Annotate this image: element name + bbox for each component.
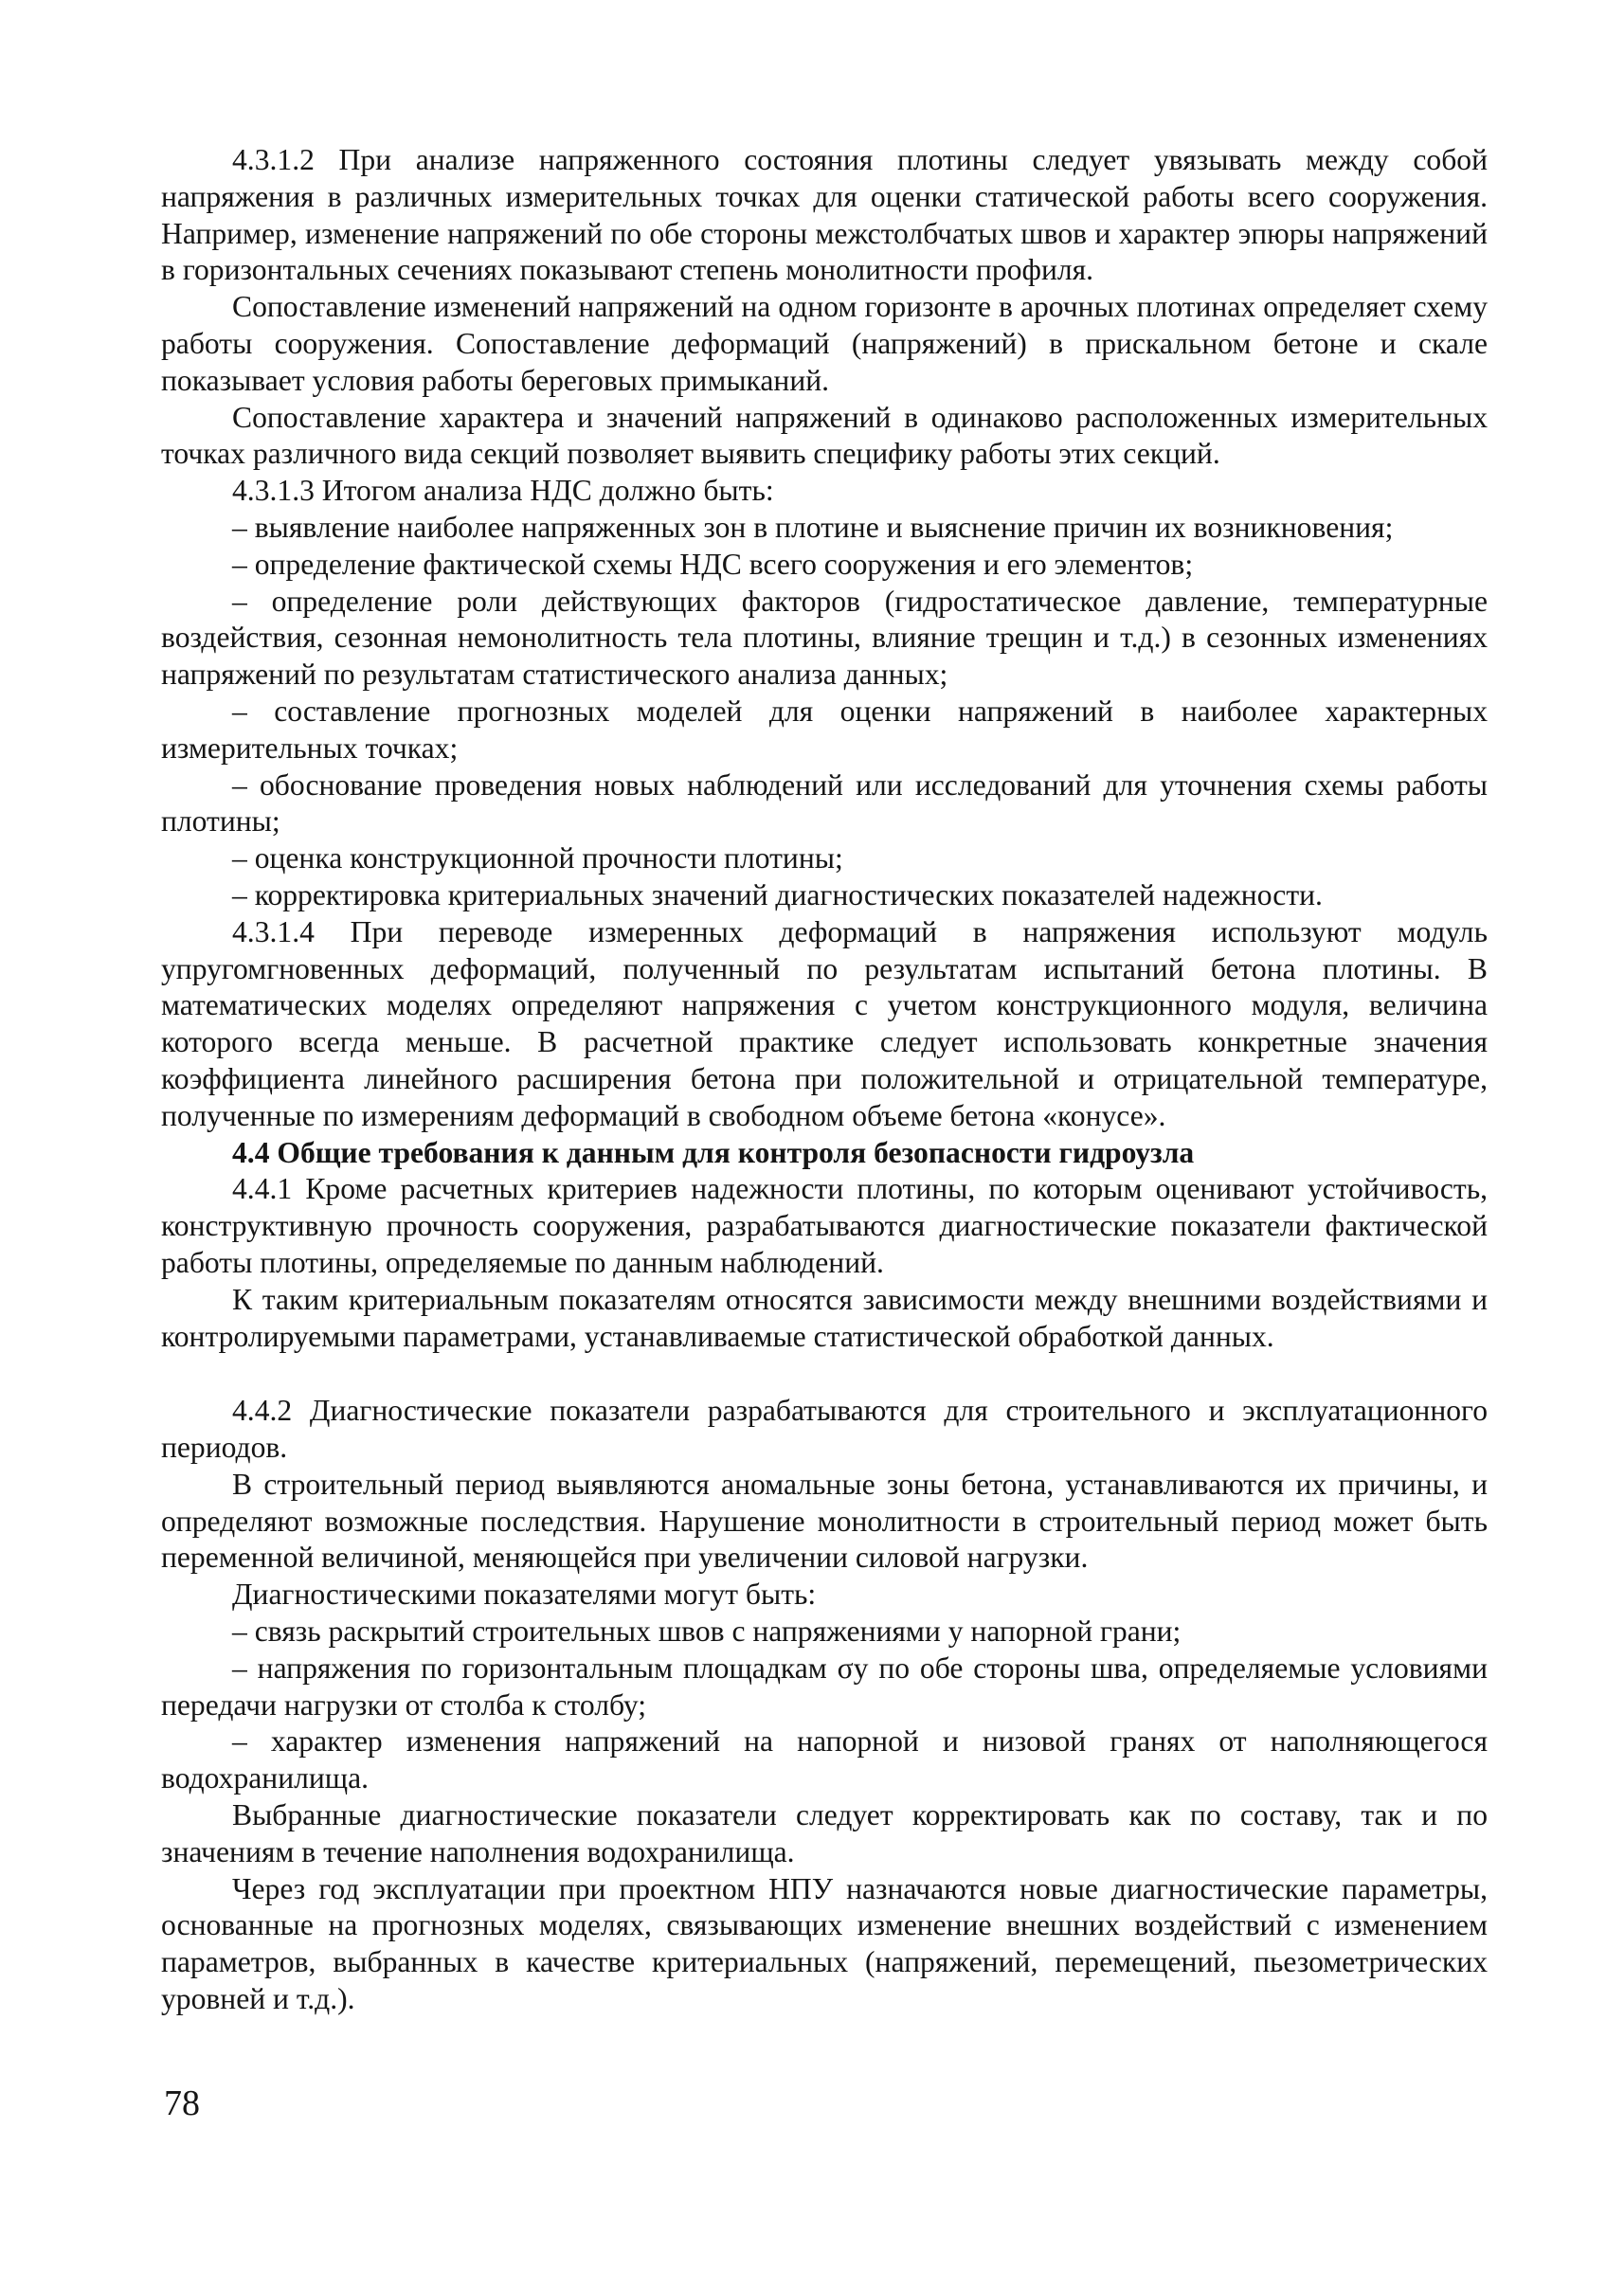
paragraph-4-3-1-4: 4.3.1.4 При переводе измеренных деформаций в напряжения используют модуль упругомгновенных деформаций, полученный по результатам испытаний бетона плотины. В математических моделях определяют напряжения с учетом конструкционного модуля, величина которого всегда меньше. В расчетной практике следует использовать конкретные значения коэффициента линейного расширения бетона при положительной и отрицательной температуре, полученные по измерениям деформаций в свободном объеме бетона «конусе». <box>161 914 1488 1132</box>
paragraph-indicators-intro: Диагностическими показателями могут быть: <box>232 1578 817 1612</box>
paragraph-corrections: Выбранные диагностические показатели следует корректировать как по составу, так и по значениям в течение наполнения водохранилища. <box>161 1798 1488 1868</box>
paragraph-construction-period: В строительный период выявляются аномальные зоны бетона, устанавливаются их причины, и определяют возможные последствия. Нарушение монолитности в строительный период может быть переменной величиной, меняющейся при увеличении силовой нагрузки. <box>161 1467 1488 1575</box>
list-item: – составление прогнозных моделей для оценки напряжений в наиболее характерных измерительных точках; <box>161 694 1488 765</box>
paragraph-4-4-2: 4.4.2 Диагностические показатели разрабатываются для строительного и эксплуатационного периодов. <box>161 1394 1488 1465</box>
list-item: – обоснование проведения новых наблюдений или исследований для уточнения схемы работы плотины; <box>161 767 1488 839</box>
list-item: – характер изменения напряжений на напорной и низовой гранях от наполняющегося водохранилища. <box>161 1724 1488 1795</box>
list-item: – оценка конструкционной прочности плотины; <box>232 841 843 875</box>
list-item: – корректировка критериальных значений диагностических показателей надежности. <box>232 877 1323 911</box>
list-item: – выявление наиболее напряженных зон в плотине и выяснение причин их возникновения; <box>232 510 1394 544</box>
paragraph-sections-comparison: Сопоставление характера и значений напряжений в одинаково расположенных измерительных точках различного вида секций позволяет выявить специфику работы этих секций. <box>161 400 1488 471</box>
paragraph-4-3-1-2: 4.3.1.2 При анализе напряженного состояния плотины следует увязывать между собой напряжения в различных измерительных точках для оценки статической работы всего сооружения. Например, изменение напряжений по обе стороны межстолбчатых швов и характер эпюры напряжений в горизонтальных сечениях показывают степень монолитности профиля. <box>161 143 1488 287</box>
body-text <box>161 142 1488 2018</box>
paragraph-4-3-1-3: 4.3.1.3 Итогом анализа НДС должно быть: <box>232 474 774 508</box>
paragraph-operation-year: Через год эксплуатации при проектном НПУ назначаются новые диагностические параметры, основанные на прогнозных моделях, связывающих изменение внешних воздействий с изменением параметров, выбранных в качестве критериальных (напряжений, перемещений, пьезометрических уровней и т.д.). <box>161 1871 1488 2016</box>
page-number: 78 <box>164 2084 200 2123</box>
list-item: – связь раскрытий строительных швов с напряжениями у напорной грани; <box>232 1615 1182 1649</box>
section-heading-4-4: 4.4 Общие требования к данным для контроля безопасности гидроузла <box>232 1135 1195 1169</box>
list-item: – определение роли действующих факторов (гидростатическое давление, температурные воздействия, сезонная немонолитность тела плотины, влияние трещин и т.д.) в сезонных изменениях напряжений по результатам статистического анализа данных; <box>161 584 1488 692</box>
paragraph-4-4-1: 4.4.1 Кроме расчетных критериев надежности плотины, по которым оценивают устойчивость, конструктивную прочность сооружения, разрабатываются диагностические показатели фактической работы плотины, определяемые по данным наблюдений. <box>161 1172 1488 1279</box>
list-item: – напряжения по горизонтальным площадкам σy по обе стороны шва, определяемые условиями передачи нагрузки от столба к столбу; <box>161 1651 1488 1722</box>
paragraph-arch-dams: Сопоставление изменений напряжений на одном горизонте в арочных плотинах определяет схему работы сооружения. Сопоставление деформаций (напряжений) в прискальном бетоне и скале показывает условия работы береговых примыканий. <box>161 290 1488 397</box>
list-item: – определение фактической схемы НДС всего сооружения и его элементов; <box>232 547 1194 581</box>
paragraph-criteria: К таким критериальным показателям относятся зависимости между внешними воздействиями и контролируемыми параметрами, устанавливаемые статистической обработкой данных. <box>161 1282 1488 1353</box>
